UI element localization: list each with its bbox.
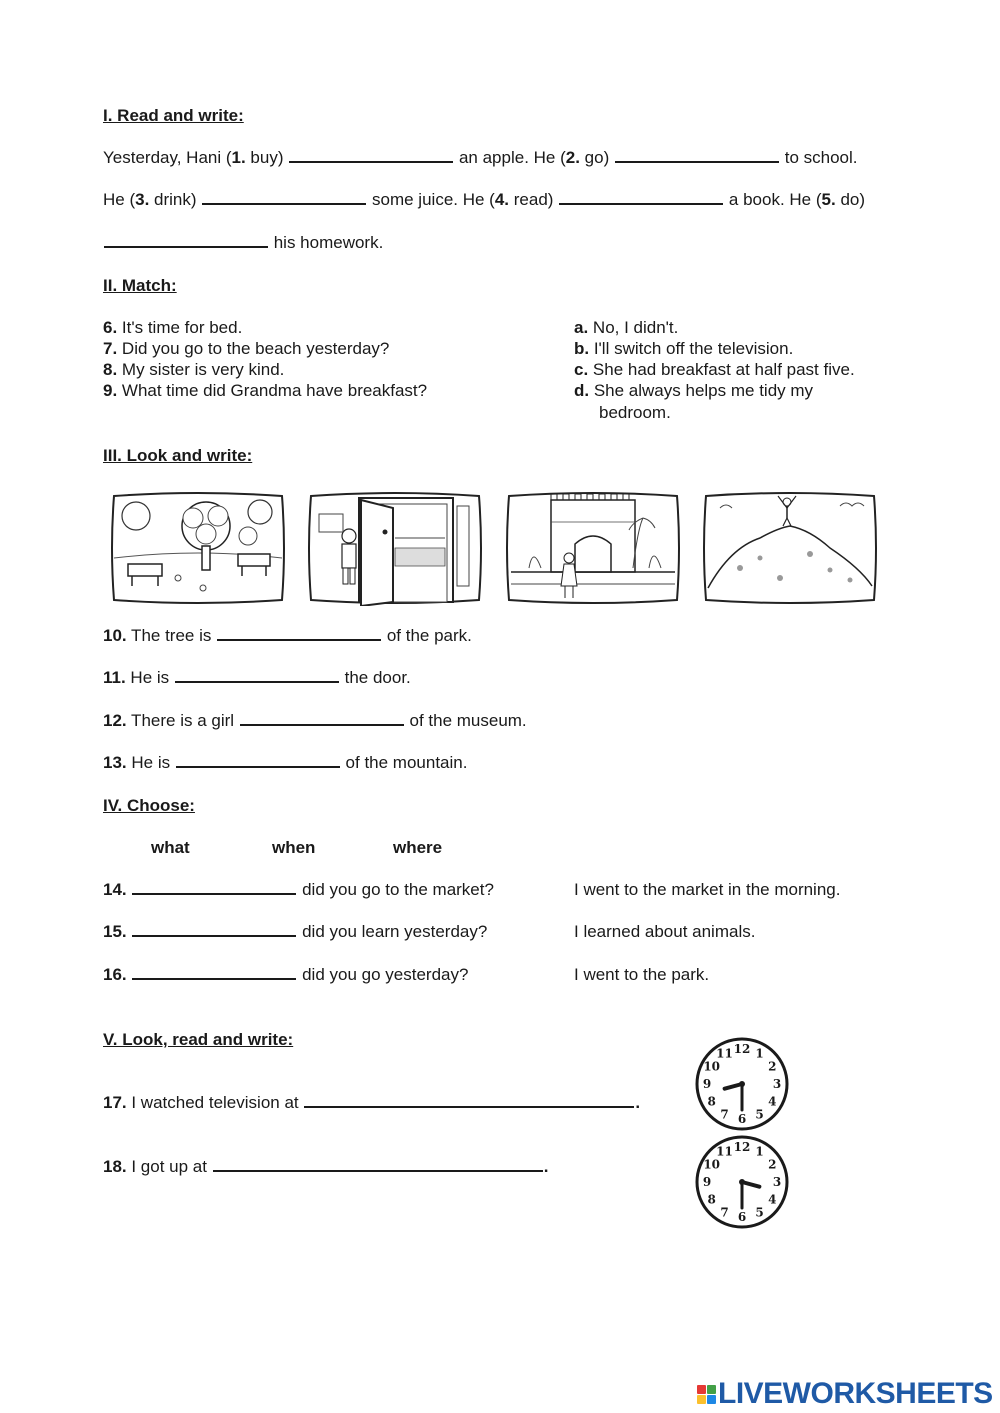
choose-item-14: 14. did you go to the market? (103, 880, 494, 899)
clock-number: 6 (737, 1112, 747, 1126)
answer-blank-14[interactable] (132, 879, 296, 895)
section-1-line-1: Yesterday, Hani (1. buy) an apple. He (2. go) to school. (103, 148, 858, 167)
clock-number: 7 (720, 1205, 729, 1220)
choose-answer-14: I went to the market in the morning. (574, 880, 841, 899)
museum-picture (503, 488, 683, 606)
choose-answer-15: I learned about animals. (574, 922, 756, 941)
clock-center (739, 1179, 745, 1185)
clock-number: 9 (702, 1077, 712, 1091)
park-picture (108, 488, 288, 606)
clock-center (739, 1081, 745, 1087)
liveworksheets-logo (697, 1378, 993, 1410)
match-answer-a: a. No, I didn't. (574, 318, 679, 337)
look-write-item-10: 10. The tree is of the park. (103, 626, 472, 645)
clock-number: 12 (733, 1140, 751, 1154)
clock-item-17: 17. I watched television at . (103, 1093, 641, 1112)
clock-number: 4 (768, 1094, 777, 1109)
clock-2 (692, 1132, 792, 1232)
look-write-item-13: 13. He is of the mountain. (103, 753, 468, 772)
clock-number: 5 (755, 1205, 764, 1220)
clock-number: 2 (768, 1059, 777, 1074)
section-1-line-3: his homework. (103, 232, 383, 253)
answer-blank-13[interactable] (176, 752, 340, 768)
section-5-heading: V. Look, read and write: (103, 1030, 294, 1049)
clock-item-18: 18. I got up at . (103, 1157, 549, 1176)
answer-blank-18[interactable] (213, 1156, 543, 1172)
clock-number: 1 (755, 1144, 764, 1159)
clock-number: 5 (755, 1107, 764, 1122)
section-3-heading: III. Look and write: (103, 446, 253, 465)
answer-blank-15[interactable] (132, 921, 296, 937)
mountain-picture (700, 488, 880, 606)
clock-number: 6 (737, 1210, 747, 1224)
door-picture (305, 488, 485, 606)
clock-number: 11 (716, 1046, 733, 1061)
answer-blank-3[interactable] (202, 189, 366, 205)
section-1-line-2: He (3. drink) some juice. He (4. read) a book. He (5. do) (103, 190, 866, 209)
clock-number: 7 (720, 1107, 729, 1122)
match-answer-c: c. She had breakfast at half past five. (574, 360, 855, 379)
clock-number: 3 (772, 1175, 782, 1189)
section-1-heading: I. Read and write: (103, 106, 244, 125)
clock-number: 11 (716, 1144, 733, 1159)
match-answer-d-continuation: bedroom. (599, 403, 671, 422)
clock-number: 10 (703, 1059, 721, 1074)
answer-blank-16[interactable] (132, 964, 296, 980)
option-where: where (393, 838, 443, 857)
answer-blank-2[interactable] (615, 147, 779, 163)
clock-number: 10 (703, 1157, 721, 1172)
choose-item-16: 16. did you go yesterday? (103, 965, 469, 984)
answer-blank-17[interactable] (304, 1092, 634, 1108)
look-write-item-11: 11. He is the door. (103, 668, 411, 687)
clock-number: 9 (702, 1175, 712, 1189)
section-2-heading: II. Match: (103, 276, 177, 295)
match-question-7: 7. Did you go to the beach yesterday? (103, 339, 390, 358)
answer-blank-11[interactable] (175, 667, 339, 683)
answer-blank-12[interactable] (240, 710, 404, 726)
clock-number: 2 (768, 1157, 777, 1172)
choose-answer-16: I went to the park. (574, 965, 710, 984)
match-question-8: 8. My sister is very kind. (103, 360, 285, 379)
clock-number: 12 (733, 1042, 751, 1056)
section-4-heading: IV. Choose: (103, 796, 195, 815)
look-write-item-12: 12. There is a girl of the museum. (103, 711, 527, 730)
answer-blank-5[interactable] (104, 232, 268, 248)
match-answer-d: d. She always helps me tidy my (574, 381, 814, 400)
clock-1 (692, 1034, 792, 1134)
match-question-6: 6. It's time for bed. (103, 318, 243, 337)
option-what: what (151, 838, 190, 857)
match-question-9: 9. What time did Grandma have breakfast? (103, 381, 428, 400)
clock-number: 4 (768, 1192, 777, 1207)
answer-blank-10[interactable] (217, 625, 381, 641)
logo-square-3 (697, 1395, 706, 1404)
logo-mark-icon (697, 1385, 716, 1404)
clock-number: 1 (755, 1046, 764, 1061)
answer-blank-1[interactable] (289, 147, 453, 163)
logo-square-2 (707, 1385, 716, 1394)
clock-number: 8 (707, 1094, 716, 1109)
logo-square-1 (697, 1385, 706, 1394)
match-answer-b: b. I'll switch off the television. (574, 339, 794, 358)
option-when: when (272, 838, 316, 857)
logo-text: LIVEWORKSHEETS (718, 1377, 993, 1410)
logo-square-4 (707, 1395, 716, 1404)
choose-item-15: 15. did you learn yesterday? (103, 922, 488, 941)
clock-number: 8 (707, 1192, 716, 1207)
answer-blank-4[interactable] (559, 189, 723, 205)
clock-number: 3 (772, 1077, 782, 1091)
